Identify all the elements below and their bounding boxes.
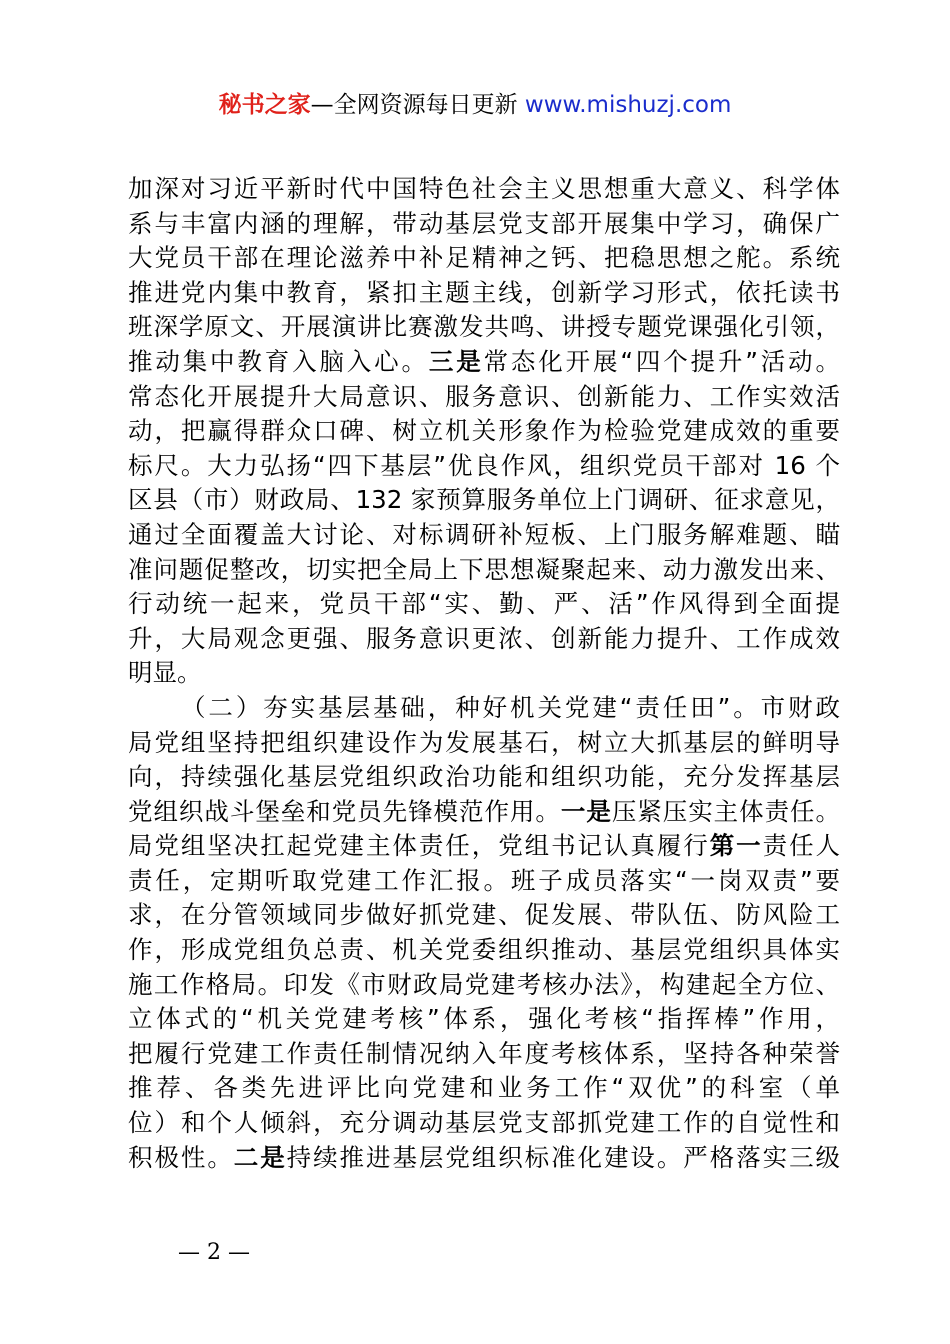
brand-name: 秘书之家 — [218, 92, 311, 118]
bold-keyword: 一是 — [560, 796, 612, 826]
text-line: 准问题促整改，切实把全局上下思想凝聚起来、动力激发出来、 — [128, 554, 840, 584]
text-line — [128, 345, 840, 380]
text-line: 加深对习近平新时代中国特色社会主义思想重大意义、科学体 — [128, 174, 840, 203]
text-line: 区县（市）财政局、132 家预算服务单位上门调研、征求意见， — [128, 485, 840, 515]
text-line: 向，持续强化基层党组织政治功能和组织功能，充分发挥基层 — [128, 762, 840, 792]
text-line: 通过全面覆盖大讨论、对标调研补短板、上门服务解难题、瞄 — [128, 519, 840, 549]
text-segment: 推动集中教育入脑入心。 — [128, 346, 429, 376]
bold-keyword: 二是 — [233, 1142, 287, 1172]
text-line: 推进党内集中教育，紧扣主题主线，创新学习形式，依托读书 — [128, 277, 840, 307]
text-line: 局党组坚持把组织建设作为发展基石，树立大抓基层的鲜明导 — [128, 727, 840, 757]
text-line: （二）夯实基层基础，种好机关党建“责任田”。市财政 — [181, 692, 840, 722]
bold-keyword: 三是 — [428, 346, 484, 376]
text-line: 班深学原文、开展演讲比赛激发共鸣、讲授专题党课强化引领， — [128, 312, 840, 342]
site-banner — [0, 88, 950, 122]
page-number: — 2 — — [178, 1240, 250, 1265]
text-segment: 常态化开展“四个提升”活动。 — [483, 346, 841, 376]
text-line: 常态化开展提升大局意识、服务意识、创新能力、工作实效活 — [128, 381, 840, 411]
banner-slogan: —全网资源每日更新 — [310, 92, 525, 118]
text-line: 施工作格局。印发《市财政局党建考核办法》，构建起全方位、 — [128, 969, 840, 999]
text-segment: 积极性。 — [128, 1142, 234, 1172]
text-line: 责任，定期听取党建工作汇报。班子成员落实“一岗双责”要 — [128, 865, 840, 895]
text-segment: 持续推进基层党组织标准化建设。严格落实三级 — [286, 1142, 841, 1172]
text-line: 立体式的“机关党建考核”体系，强化考核“指挥棒”作用， — [128, 1004, 840, 1034]
text-line: 位）和个人倾斜，充分调动基层党支部抓党建工作的自觉性和 — [128, 1108, 840, 1138]
text-line — [128, 829, 840, 864]
text-line — [128, 795, 840, 830]
bold-keyword: 第一 — [709, 831, 763, 861]
text-line: 行动统一起来，党员干部“实、勤、严、活”作风得到全面提 — [128, 589, 840, 619]
text-segment: 局党组坚决扛起党建主体责任，党组书记认真履行 — [128, 831, 710, 861]
text-line: 把履行党建工作责任制情况纳入年度考核体系，坚持各种荣誉 — [128, 1038, 840, 1068]
site-url-link[interactable]: www.mishuzj.com — [524, 92, 732, 118]
text-line: 标尺。大力弘扬“四下基层”优良作风，组织党员干部对 16 个 — [128, 450, 840, 480]
text-line — [128, 1141, 840, 1176]
text-segment: 责任人 — [762, 831, 841, 861]
text-line: 动，把赢得群众口碑、树立机关形象作为检验党建成效的重要 — [128, 416, 840, 446]
text-segment: 压紧压实主体责任。 — [611, 796, 841, 826]
text-segment: 党组织战斗堡垒和党员先锋模范作用。 — [128, 796, 561, 826]
text-line: 大党员干部在理论滋养中补足精神之钙、把稳思想之舵。系统 — [128, 243, 840, 273]
text-line: 作，形成党组负总责、机关党委组织推动、基层党组织具体实 — [128, 935, 840, 965]
text-line: 系与丰富内涵的理解，带动基层党支部开展集中学习，确保广 — [128, 208, 840, 238]
text-line: 求，在分管领域同步做好抓党建、促发展、带队伍、防风险工 — [128, 900, 840, 930]
text-line: 推荐、各类先进评比向党建和业务工作“双优”的科室（单 — [128, 1073, 840, 1103]
document-body — [128, 172, 840, 1175]
text-line: 升，大局观念更强、服务意识更浓、创新能力提升、工作成效 — [128, 623, 840, 653]
text-line: 明显。 — [128, 658, 202, 688]
